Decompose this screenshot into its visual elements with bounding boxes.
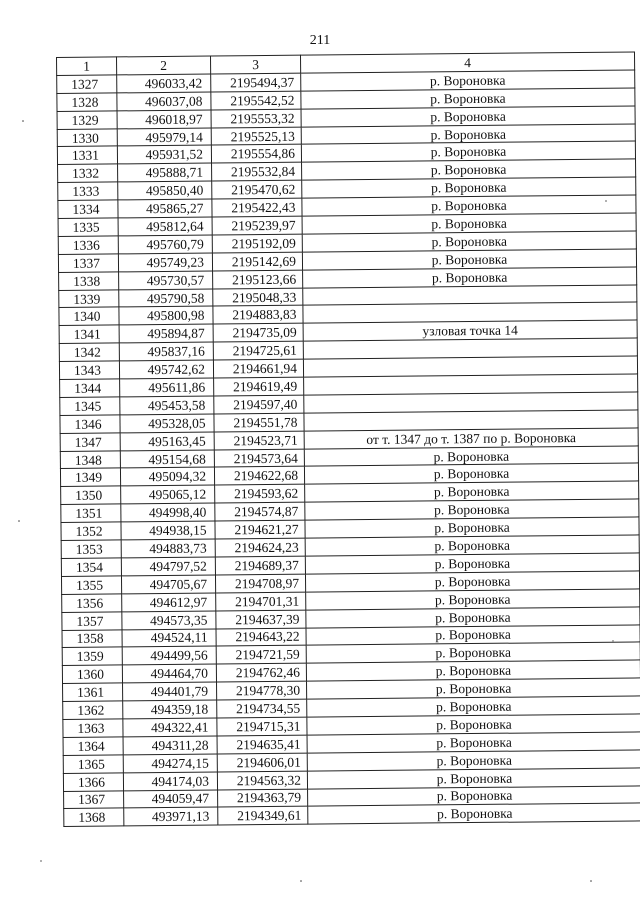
y-coordinate-cell: 2194689,37 (215, 556, 305, 575)
y-coordinate-cell: 2194635,41 (217, 735, 307, 754)
point-number-cell: 1355 (61, 576, 121, 594)
coordinates-sheet (56, 51, 640, 827)
scan-speck (300, 880, 302, 882)
description-cell: р. Вороновка (306, 642, 640, 663)
x-coordinate-cell: 494274,15 (123, 754, 217, 773)
x-coordinate-cell: 494311,28 (123, 736, 217, 755)
y-coordinate-cell: 2195494,37 (211, 73, 301, 92)
scan-speck (612, 640, 614, 642)
description-cell: р. Вороновка (308, 803, 640, 824)
description-cell: р. Вороновка (306, 607, 640, 628)
y-coordinate-cell: 2195422,43 (212, 198, 302, 217)
y-coordinate-cell: 2194593,62 (215, 485, 305, 504)
description-cell: р. Вороновка (302, 159, 636, 180)
y-coordinate-cell: 2194637,39 (216, 610, 306, 629)
description-cell: р. Вороновка (302, 177, 636, 198)
point-number-cell: 1368 (64, 808, 124, 826)
x-coordinate-cell: 495749,23 (118, 253, 212, 272)
y-coordinate-cell: 2194573,64 (214, 449, 304, 468)
point-number-cell: 1354 (61, 558, 121, 576)
description-cell: р. Вороновка (306, 660, 640, 681)
x-coordinate-cell: 495760,79 (118, 235, 212, 254)
x-coordinate-cell: 494359,18 (123, 700, 217, 719)
point-number-cell: 1345 (60, 397, 120, 415)
description-cell: р. Вороновка (305, 535, 639, 556)
description-cell: р. Вороновка (301, 124, 635, 145)
point-number-cell: 1365 (63, 755, 123, 773)
description-cell: р. Вороновка (304, 446, 638, 467)
y-coordinate-cell: 2195532,84 (212, 162, 302, 181)
point-number-cell: 1367 (64, 790, 124, 808)
point-number-cell: 1331 (57, 146, 117, 164)
description-cell: р. Вороновка (308, 785, 640, 806)
description-cell: р. Вороновка (301, 88, 635, 109)
point-number-cell: 1359 (62, 647, 122, 665)
y-coordinate-cell: 2194624,23 (215, 538, 305, 557)
point-number-cell: 1348 (60, 450, 120, 468)
coordinates-table (56, 51, 640, 827)
y-coordinate-cell: 2195142,69 (212, 252, 302, 271)
y-coordinate-cell: 2194701,31 (216, 592, 306, 611)
header-col-3: 3 (210, 55, 300, 74)
x-coordinate-cell: 496033,42 (117, 74, 211, 93)
y-coordinate-cell: 2194363,79 (218, 789, 308, 808)
point-number-cell: 1362 (63, 701, 123, 719)
x-coordinate-cell: 494401,79 (123, 682, 217, 701)
x-coordinate-cell: 494573,35 (122, 611, 216, 630)
point-number-cell: 1346 (60, 415, 120, 433)
point-number-cell: 1344 (60, 379, 120, 397)
point-number-cell: 1329 (57, 111, 117, 129)
x-coordinate-cell: 494174,03 (123, 772, 217, 791)
point-number-cell: 1351 (61, 504, 121, 522)
point-number-cell: 1340 (59, 307, 119, 325)
y-coordinate-cell: 2194721,59 (216, 646, 306, 665)
description-cell: от т. 1347 до т. 1387 по р. Вороновка (304, 428, 638, 449)
point-number-cell: 1366 (63, 773, 123, 791)
point-number-cell: 1333 (58, 182, 118, 200)
x-coordinate-cell: 495094,32 (120, 467, 214, 486)
x-coordinate-cell: 495850,40 (118, 181, 212, 200)
point-number-cell: 1350 (61, 486, 121, 504)
description-cell: р. Вороновка (302, 195, 636, 216)
page-number: 211 (309, 33, 331, 48)
y-coordinate-cell: 2194762,46 (216, 663, 306, 682)
y-coordinate-cell: 2194523,71 (214, 431, 304, 450)
point-number-cell: 1338 (59, 272, 119, 290)
scan-speck (40, 860, 42, 862)
description-cell: узловая точка 14 (303, 320, 637, 341)
y-coordinate-cell: 2195048,33 (213, 288, 303, 307)
x-coordinate-cell: 494524,11 (122, 628, 216, 647)
description-cell: р. Вороновка (301, 106, 635, 127)
description-cell: р. Вороновка (307, 768, 640, 789)
point-number-cell: 1334 (58, 200, 118, 218)
point-number-cell: 1337 (58, 254, 118, 272)
x-coordinate-cell: 495865,27 (118, 199, 212, 218)
x-coordinate-cell: 496018,97 (117, 110, 211, 129)
x-coordinate-cell: 494499,56 (122, 646, 216, 665)
point-number-cell: 1363 (63, 719, 123, 737)
point-number-cell: 1349 (60, 468, 120, 486)
x-coordinate-cell: 495154,68 (120, 450, 214, 469)
y-coordinate-cell: 2195553,32 (211, 109, 301, 128)
y-coordinate-cell: 2195525,13 (211, 127, 301, 146)
description-cell: р. Вороновка (305, 481, 639, 502)
x-coordinate-cell: 494612,97 (122, 593, 216, 612)
point-number-cell: 1357 (62, 612, 122, 630)
scan-speck (590, 880, 592, 882)
y-coordinate-cell: 2194661,94 (213, 359, 303, 378)
y-coordinate-cell: 2194574,87 (215, 502, 305, 521)
x-coordinate-cell: 495837,16 (119, 342, 213, 361)
x-coordinate-cell: 494883,73 (121, 539, 215, 558)
point-number-cell: 1352 (61, 522, 121, 540)
x-coordinate-cell: 494797,52 (121, 557, 215, 576)
y-coordinate-cell: 2195123,66 (213, 270, 303, 289)
x-coordinate-cell: 494322,41 (123, 718, 217, 737)
y-coordinate-cell: 2194708,97 (215, 574, 305, 593)
y-coordinate-cell: 2194606,01 (217, 753, 307, 772)
description-cell: р. Вороновка (305, 517, 639, 538)
x-coordinate-cell: 496037,08 (117, 92, 211, 111)
y-coordinate-cell: 2194734,55 (217, 699, 307, 718)
x-coordinate-cell: 495800,98 (119, 306, 213, 325)
scan-speck (18, 520, 20, 522)
description-cell: р. Вороновка (305, 571, 639, 592)
point-number-cell: 1356 (62, 594, 122, 612)
x-coordinate-cell: 494938,15 (121, 521, 215, 540)
point-number-cell: 1327 (57, 75, 117, 93)
description-cell: р. Вороновка (307, 696, 640, 717)
x-coordinate-cell: 495931,52 (117, 145, 211, 164)
header-col-4: 4 (300, 52, 634, 73)
point-number-cell: 1336 (58, 236, 118, 254)
header-col-2: 2 (117, 56, 211, 75)
x-coordinate-cell: 495894,87 (119, 324, 213, 343)
point-number-cell: 1358 (62, 629, 122, 647)
description-cell: р. Вороновка (302, 249, 636, 270)
x-coordinate-cell: 495328,05 (120, 414, 214, 433)
description-cell: р. Вороновка (307, 714, 640, 735)
y-coordinate-cell: 2194621,27 (215, 520, 305, 539)
y-coordinate-cell: 2194883,83 (213, 306, 303, 325)
y-coordinate-cell: 2194563,32 (217, 771, 307, 790)
description-cell: р. Вороновка (306, 589, 640, 610)
y-coordinate-cell: 2195470,62 (212, 180, 302, 199)
point-number-cell: 1335 (58, 218, 118, 236)
x-coordinate-cell: 494059,47 (124, 789, 218, 808)
point-number-cell: 1330 (57, 128, 117, 146)
x-coordinate-cell: 495812,64 (118, 217, 212, 236)
description-cell: р. Вороновка (303, 267, 637, 288)
y-coordinate-cell: 2194778,30 (217, 681, 307, 700)
description-cell: р. Вороновка (306, 624, 640, 645)
table-body (57, 70, 640, 827)
point-number-cell: 1341 (59, 325, 119, 343)
y-coordinate-cell: 2194715,31 (217, 717, 307, 736)
scan-speck (605, 200, 607, 202)
x-coordinate-cell: 495730,57 (119, 271, 213, 290)
x-coordinate-cell: 494998,40 (121, 503, 215, 522)
y-coordinate-cell: 2194551,78 (214, 413, 304, 432)
description-cell: р. Вороновка (305, 553, 639, 574)
point-number-cell: 1342 (59, 343, 119, 361)
point-number-cell: 1360 (62, 665, 122, 683)
x-coordinate-cell: 494464,70 (122, 664, 216, 683)
y-coordinate-cell: 2195239,97 (212, 216, 302, 235)
x-coordinate-cell: 495790,58 (119, 289, 213, 308)
description-cell: р. Вороновка (302, 231, 636, 252)
point-number-cell: 1353 (61, 540, 121, 558)
y-coordinate-cell: 2194735,09 (213, 324, 303, 343)
description-cell: р. Вороновка (301, 141, 635, 162)
description-cell: р. Вороновка (302, 213, 636, 234)
x-coordinate-cell: 495163,45 (120, 432, 214, 451)
y-coordinate-cell: 2194622,68 (214, 467, 304, 486)
x-coordinate-cell: 495453,58 (120, 396, 214, 415)
description-cell: р. Вороновка (307, 678, 640, 699)
y-coordinate-cell: 2194349,61 (218, 807, 308, 826)
description-cell: р. Вороновка (307, 732, 640, 753)
x-coordinate-cell: 494705,67 (121, 575, 215, 594)
description-cell: р. Вороновка (301, 70, 635, 91)
point-number-cell: 1339 (59, 289, 119, 307)
point-number-cell: 1328 (57, 93, 117, 111)
y-coordinate-cell: 2194619,49 (214, 377, 304, 396)
y-coordinate-cell: 2194597,40 (214, 395, 304, 414)
header-col-1: 1 (57, 57, 117, 75)
x-coordinate-cell: 493971,13 (124, 807, 218, 826)
y-coordinate-cell: 2194725,61 (213, 341, 303, 360)
description-cell: р. Вороновка (304, 463, 638, 484)
x-coordinate-cell: 495888,71 (118, 163, 212, 182)
point-number-cell: 1364 (63, 737, 123, 755)
x-coordinate-cell: 495742,62 (119, 360, 213, 379)
point-number-cell: 1347 (60, 433, 120, 451)
point-number-cell: 1343 (59, 361, 119, 379)
description-cell: р. Вороновка (305, 499, 639, 520)
point-number-cell: 1332 (58, 164, 118, 182)
scan-speck (22, 120, 24, 122)
y-coordinate-cell: 2195554,86 (211, 145, 301, 164)
point-number-cell: 1361 (63, 683, 123, 701)
y-coordinate-cell: 2194643,22 (216, 628, 306, 647)
description-cell: р. Вороновка (307, 750, 640, 771)
x-coordinate-cell: 495065,12 (121, 485, 215, 504)
x-coordinate-cell: 495611,86 (120, 378, 214, 397)
y-coordinate-cell: 2195542,52 (211, 91, 301, 110)
x-coordinate-cell: 495979,14 (117, 128, 211, 147)
y-coordinate-cell: 2195192,09 (212, 234, 302, 253)
